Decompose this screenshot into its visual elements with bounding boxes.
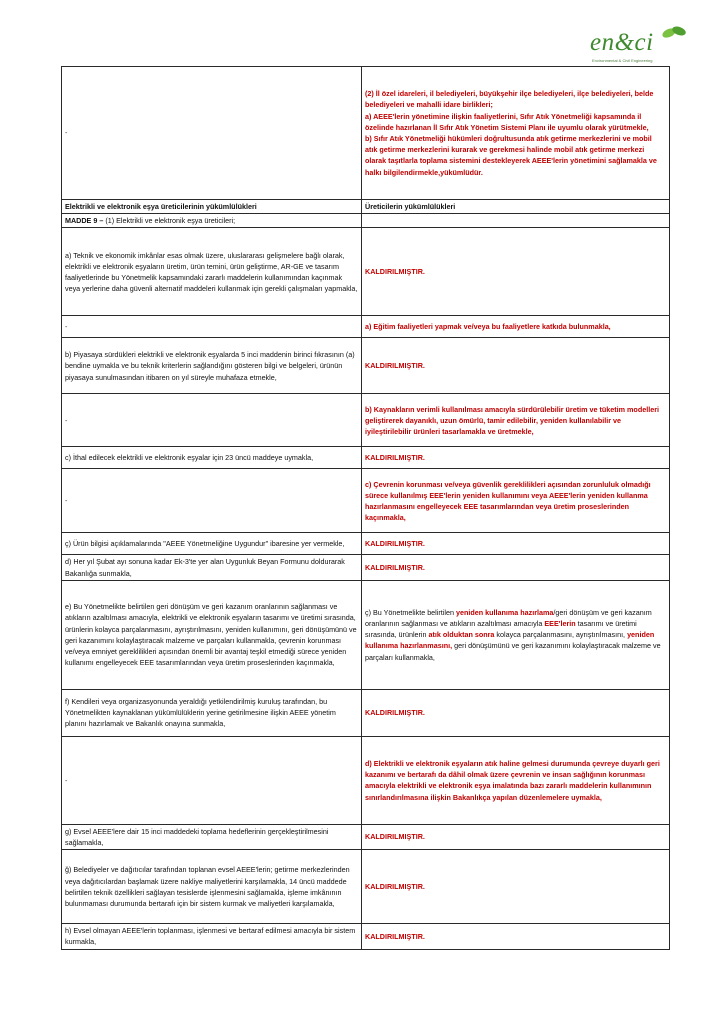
new-provision-paragraph: a) AEEE'lerin yönetimine ilişkin faaliyetlerini, Sıfır Atık Yönetmeliği kapsamında il özelinde hazırlanan İl Sıfır Atık Yönetim Sistemi Planı ile uyumlu olarak yürütmekle, <box>365 111 649 132</box>
new-provision-cell <box>362 228 670 316</box>
old-provision-cell <box>62 228 362 316</box>
table-row <box>62 67 670 200</box>
new-provision-cell <box>362 689 670 736</box>
new-provision-paragraph: (2) İl özel idareleri, il belediyeleri, büyükşehir ilçe belediyeleri, ilçe belediyeleri, belde belediyeleri ve mahalli idare birlikleri; <box>365 89 654 110</box>
new-provision-text: c) Çevrenin korunması ve/veya güvenlik gereklilikleri açısından zorunluluk olmadığı sürece kullanılmış EEE'lerin yeniden kullanımını veya AEEE'lerin yeniden kullanma hazırlanmasını engelleyecek EEE tasarımlarından veya üretim proseslerinden kaçınmakla, <box>365 479 651 523</box>
old-provision-cell <box>62 580 362 689</box>
old-provision-cell <box>62 394 362 447</box>
unchanged-text: kolayca parçalanmasını, ayrıştırılmasını, <box>494 630 628 640</box>
table-row <box>62 689 670 736</box>
amended-text: atık olduktan sonra <box>428 630 495 640</box>
amended-text: yeniden kullanıma hazırlanmasını, <box>365 630 655 651</box>
new-provision-cell <box>362 850 670 924</box>
table-row <box>62 736 670 824</box>
old-provision-text: - <box>65 775 68 785</box>
old-provision-text: h) Evsel olmayan AEEE'lerin toplanması, işlenmesi ve bertaraf edilmesi amacıyla bir sistem kurmakla, <box>65 926 356 947</box>
old-provision-cell <box>62 850 362 924</box>
repealed-label: KALDIRILMIŞTIR. <box>365 267 425 277</box>
old-provision-cell <box>62 689 362 736</box>
table-row <box>62 580 670 689</box>
table-row <box>62 924 670 949</box>
new-provision-cell <box>362 67 670 200</box>
table-row <box>62 555 670 580</box>
new-provision-cell <box>362 447 670 469</box>
unchanged-text: geri dönüşümünü ve geri kazanımını kolaylaştıracak malzeme ve parçaları kullanmakla, <box>365 641 661 662</box>
amended-text: EEE'lerin <box>544 619 576 628</box>
repealed-label: KALDIRILMIŞTIR. <box>365 832 425 842</box>
table-row <box>62 200 670 214</box>
repealed-label: KALDIRILMIŞTIR. <box>365 453 425 463</box>
new-provision-paragraph: b) Sıfır Atık Yönetmeliği hükümleri doğrultusunda atık getirme merkezlerini ve mobil atık getirme merkezlerini kurarak ve gerekmesi halinde mobil atık getirme merkezi olarak taşıtlarla toplama sistemini destekleyerek AEEE'lerin yönetimini sağlamakla ve halkı bilgilendirmekle,yükümlüdür. <box>365 134 657 177</box>
new-provision-cell <box>362 924 670 949</box>
unchanged-text: tasarımı ve üretimi sırasında, ürünlerin <box>365 619 637 640</box>
new-provision-text: b) Kaynakların verimli kullanılması amacıyla sürdürülebilir üretim ve tüketim modelleri geliştirerek dayanıklı, uzun ömürlü, tamir edilebilir, yeniden kullanılabilir ve iyileştirilebilir ürünleri tasarlamakla ve üretmekle, <box>365 404 659 436</box>
old-provision-text: e) Bu Yönetmelikte belirtilen geri dönüşüm ve geri kazanım oranlarının sağlanması ve atıkların azaltılması amacıyla, elektrikli ve elektronik eşyaların tasarımı ve üretimi sırasında, ürünlerin kolayca parçalanmasını, ayrıştırılmasını, yeniden kullanımını, geri dönüşümünü ve geri kazanımını kolaylaştıracak malzeme ve parçaları kullanmakla, çevrenin korunması ve/veya emniyet gereklilikleri açısından önemli bir avantaj teşkil etmediği sürece yeniden kullanımı engelleyecek EEE tasarımlarından veya üretim proseslerinden kaçınmakla, <box>65 602 357 668</box>
table-row <box>62 228 670 316</box>
repealed-label: KALDIRILMIŞTIR. <box>365 563 425 572</box>
old-provision-cell <box>62 447 362 469</box>
old-provision-text: - <box>65 496 68 506</box>
table-row <box>62 214 670 228</box>
old-provision-text: c) İthal edilecek elektrikli ve elektronik eşyalar için 23 üncü maddeye uymakla, <box>65 453 314 463</box>
table-row <box>62 469 670 533</box>
new-provision-cell <box>362 316 670 338</box>
old-provision-cell <box>62 924 362 949</box>
unchanged-text: ç) Bu Yönetmelikte belirtilen <box>365 607 456 617</box>
old-provision-text: ğ) Belediyeler ve dağıtıcılar tarafından toplanan evsel AEEE'lerin; getirme merkezlerinden veya dağıtıcılardan başlamak üzere nakliye maliyetlerini karşılamakla, 14 üncü maddede belirtilen teknik özellikleri sağlayan tesislerde işlenmesini sağlamakla, işleme imkânının bulunmaması durumunda bertarafı için bir sistem kurmak ve maliyetleri karşılamakla, <box>65 865 350 908</box>
new-provision-cell <box>362 214 670 228</box>
new-provision-cell <box>362 394 670 447</box>
old-provision-cell <box>62 555 362 580</box>
old-provision-text: - <box>65 322 68 332</box>
old-provision-text: ç) Ürün bilgisi açıklamalarında "AEEE Yönetmeliğine Uygundur" ibaresine yer vermekle, <box>65 539 345 549</box>
old-provision-text: - <box>65 415 68 425</box>
repealed-label: KALDIRILMIŞTIR. <box>365 882 425 892</box>
repealed-label: KALDIRILMIŞTIR. <box>365 708 425 718</box>
old-provision-cell <box>62 316 362 338</box>
new-provision-cell <box>362 338 670 394</box>
table-row <box>62 394 670 447</box>
company-logo <box>590 25 690 67</box>
old-provision-text: b) Piyasaya sürdükleri elektrikli ve elektronik eşyalarda 5 inci maddenin birinci fıkrasının (a) bendine uymakla ve bu teknik kriterlerin sağlandığını gösteren bilgi ve belgeleri, ürünün piyasaya sunulmasından itibaren on yıl süreyle muhafaza etmekle, <box>65 350 355 382</box>
logo-brand: en&ci <box>590 29 654 56</box>
new-provision-text: d) Elektrikli ve elektronik eşyaların atık haline gelmesi durumunda çevreye duyarlı geri kazanımı ve bertarafı da dâhil olmak üzere çevrenin ve insan sağlığının korunması amacıyla elektrikli ve elektronik eşya imalatında bazı zararlı maddelerin kullanımının sınırlandırılmasına ilişkin Bakanlıkça yapılan düzenlemelere uymakla, <box>365 758 660 802</box>
old-provision-text: g) Evsel AEEE'lere dair 15 inci maddedeki toplama hedeflerinin gerçekleştirilmesini sağlamakla, <box>65 826 329 848</box>
amended-text: yeniden kullanıma hazırlama <box>455 607 554 617</box>
new-provision-cell <box>362 533 670 555</box>
new-provision-cell <box>362 736 670 824</box>
old-provision-cell <box>62 214 362 228</box>
old-provision-text: - <box>65 128 68 138</box>
new-provision-cell <box>362 200 670 214</box>
old-provision-text: Elektrikli ve elektronik eşya üreticilerinin yükümlülükleri <box>65 202 257 211</box>
new-provision-cell <box>362 469 670 533</box>
old-provision-text: f) Kendileri veya organizasyonunda yeraldığı yetkilendirilmiş kuruluş tarafından, bu Yönetmelikten kaynaklanan yükümlülüklerin yerine getirilmesine ilişkin AEEE yönetim planını hazırlamak ve Bakanlık onayına sunmakla, <box>65 697 336 729</box>
table-row <box>62 447 670 469</box>
unchanged-text: /geri dönüşüm ve geri kazanım oranlarının sağlanması ve atıkların azaltılması amacıyla <box>365 607 652 628</box>
old-provision-text: (1) Elektrikli ve elektronik eşya üreticileri; <box>103 216 236 226</box>
leaf-icon <box>660 25 688 43</box>
article-number: MADDE 9 – <box>65 216 104 226</box>
old-provision-cell <box>62 200 362 214</box>
old-provision-cell <box>62 824 362 849</box>
old-provision-cell <box>62 736 362 824</box>
new-provision-cell <box>362 555 670 580</box>
old-provision-cell <box>62 338 362 394</box>
new-provision-cell <box>362 824 670 849</box>
repealed-label: KALDIRILMIŞTIR. <box>365 539 425 549</box>
comparison-table <box>61 66 670 950</box>
old-provision-cell <box>62 533 362 555</box>
new-provision-cell <box>362 580 670 689</box>
repealed-label: KALDIRILMIŞTIR. <box>365 361 425 371</box>
old-provision-cell <box>62 67 362 200</box>
logo-tagline: Environmental & Civil Engineering <box>592 58 653 63</box>
table-row <box>62 338 670 394</box>
table-row <box>62 533 670 555</box>
table-row <box>62 824 670 849</box>
old-provision-text: a) Teknik ve ekonomik imkânlar esas olmak üzere, uluslararası gelişmelere bağlı olarak, elektrikli ve elektronik eşyaların üretim, ürün temini, ürün geliştirme, AR-GE ve tasarım faaliyetlerinde bu Yönetmelik kapsamındaki zararlı maddelerin kullanımından kaçınmak veya yerlerine daha güvenli alternatif maddeleri kullanmak için gerekli çalışmaları yapmakla, <box>65 250 358 294</box>
table-row <box>62 316 670 338</box>
new-provision-text: a) Eğitim faaliyetleri yapmak ve/veya bu faaliyetlere katkıda bulunmakla, <box>365 322 611 332</box>
new-provision-text: Üreticilerin yükümlülükleri <box>365 202 456 211</box>
old-provision-text: d) Her yıl Şubat ayı sonuna kadar Ek-3'te yer alan Uygunluk Beyan Formunu doldurarak Bakanlığa sunmakla, <box>65 557 345 578</box>
repealed-label: KALDIRILMIŞTIR. <box>365 931 425 941</box>
table-row <box>62 850 670 924</box>
old-provision-cell <box>62 469 362 533</box>
